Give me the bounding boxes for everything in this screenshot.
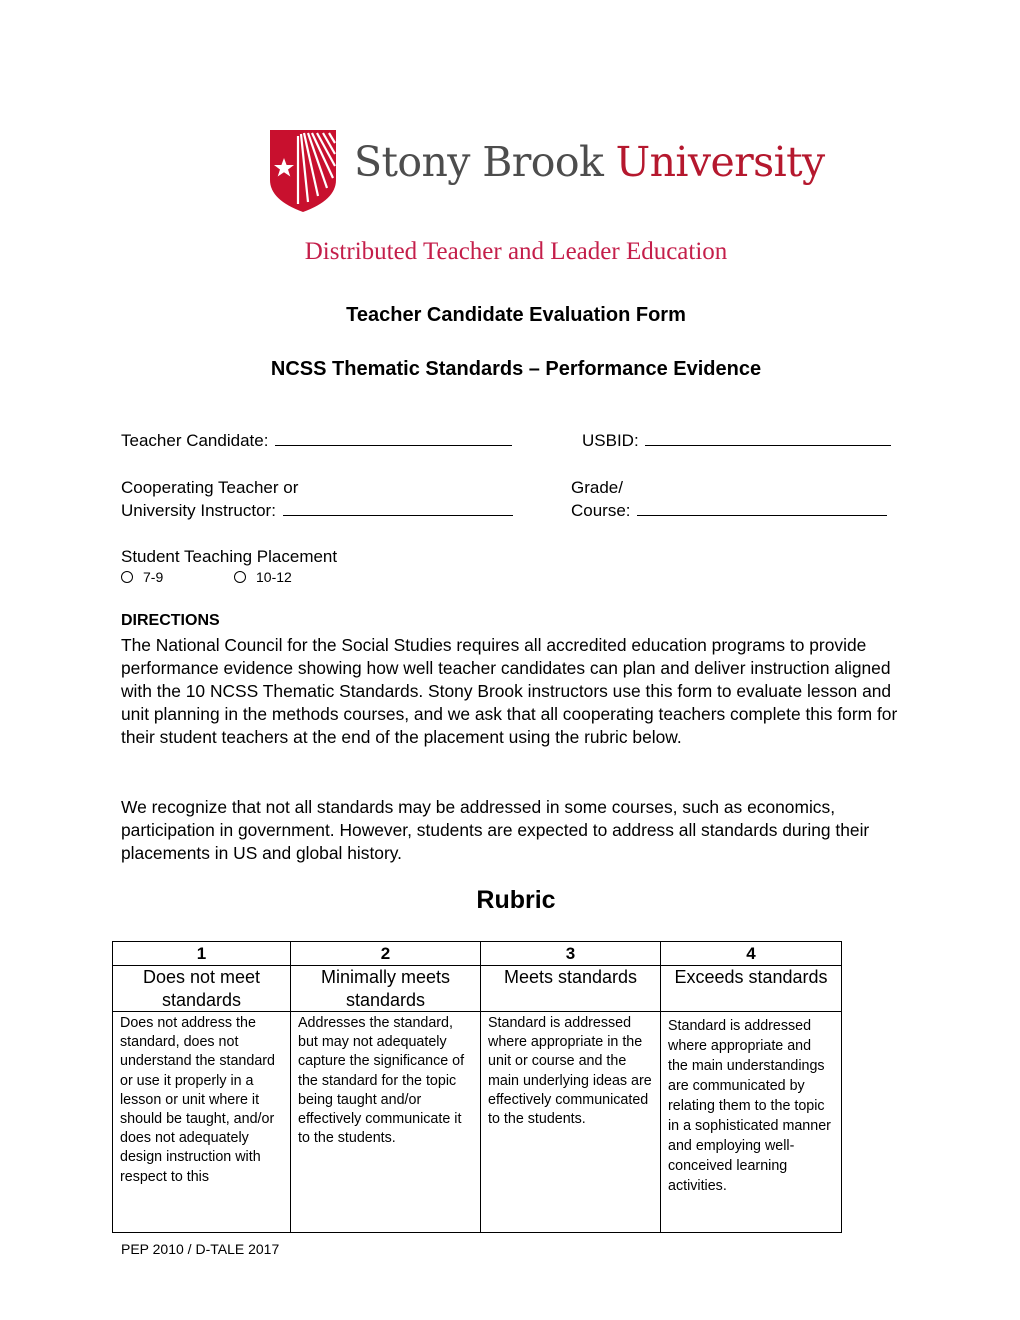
radio-circle-icon[interactable]	[234, 571, 246, 583]
form-title: Teacher Candidate Evaluation Form	[346, 304, 686, 326]
rubric-description-2: Addresses the standard, but may not adequately capture the significance of the standard for the topic being taught and/or effectively communicate it to the students.	[291, 1012, 481, 1233]
placement-label: Student Teaching Placement	[121, 547, 338, 566]
logo-word-stony-brook: Stony Brook	[354, 138, 604, 186]
rubric-level-3: Meets standards	[481, 966, 661, 1012]
course-label: Course:	[571, 501, 631, 520]
form-subtitle: NCSS Thematic Standards – Performance Evidence	[270, 358, 762, 380]
logo-wordmark	[354, 138, 825, 186]
usbid-line[interactable]	[645, 429, 891, 446]
logo-word-university: University	[615, 138, 825, 186]
directions-paragraph-2: We recognize that not all standards may be addressed in some courses, such as economics, participation in government. However, students are expected to address all standards during their placements in US and global history.	[121, 797, 870, 863]
teacher-candidate-line[interactable]	[275, 429, 512, 446]
cooperating-teacher-field[interactable]	[121, 476, 513, 522]
university-instructor-label: University Instructor:	[121, 501, 276, 520]
rubric-level-row	[113, 966, 842, 1012]
teacher-candidate-field[interactable]	[121, 429, 512, 452]
rubric-level-2: Minimally meets standards	[291, 966, 481, 1012]
cooperating-teacher-label: Cooperating Teacher or	[121, 478, 299, 497]
grade-course-line[interactable]	[637, 499, 887, 516]
rubric-table	[112, 941, 842, 1233]
directions-heading: DIRECTIONS	[121, 612, 220, 629]
rubric-heading: Rubric	[476, 886, 556, 914]
rubric-score-2: 2	[291, 942, 481, 966]
rubric-description-4: Standard is addressed where appropriate and the main understandings are communicated by relating them to the topic in a sophisticated manner and employing well-conceived learning activities.	[661, 1012, 842, 1233]
placement-options[interactable]	[121, 568, 292, 586]
placement-option-7-9[interactable]	[121, 569, 163, 585]
shield-logo-icon	[268, 128, 338, 214]
program-title: Distributed Teacher and Leader Education	[304, 238, 728, 265]
directions-paragraph-1: The National Council for the Social Studies requires all accredited education programs to provide performance evidence showing how well teacher candidates can plan and deliver instruction aligned with the 10 NCSS Thematic Standards. Stony Brook instructors use this form to evaluate lesson and unit planning in the methods courses, and we ask that all cooperating teachers complete this form for their student teachers at the end of the placement using the rubric below.	[121, 635, 898, 747]
placement-option-label: 10-12	[256, 569, 292, 585]
rubric-score-row	[113, 942, 842, 966]
rubric-score-3: 3	[481, 942, 661, 966]
rubric-level-4: Exceeds standards	[661, 966, 842, 1012]
radio-circle-icon[interactable]	[121, 571, 133, 583]
usbid-label: USBID:	[582, 431, 639, 450]
placement-option-label: 7-9	[143, 569, 164, 585]
cooperating-teacher-line[interactable]	[283, 499, 513, 516]
teacher-candidate-label: Teacher Candidate:	[121, 431, 269, 450]
rubric-description-3: Standard is addressed where appropriate in the unit or course and the main underlying ideas are effectively communicated to the students.	[481, 1012, 661, 1233]
rubric-description-row	[113, 1012, 842, 1233]
grade-course-field[interactable]	[571, 476, 887, 522]
placement-option-10-12[interactable]	[234, 569, 292, 585]
grade-label: Grade/	[571, 478, 623, 497]
university-logo	[268, 128, 825, 216]
footer-text: PEP 2010 / D-TALE 2017	[121, 1241, 280, 1257]
rubric-score-4: 4	[661, 942, 842, 966]
usbid-field[interactable]	[582, 429, 891, 452]
rubric-score-1: 1	[113, 942, 291, 966]
rubric-description-1: Does not address the standard, does not understand the standard or use it properly in a lesson or unit where it should be taught, and/or does not adequately design instruction with respect to this	[113, 1012, 291, 1233]
rubric-level-1: Does not meet standards	[113, 966, 291, 1012]
